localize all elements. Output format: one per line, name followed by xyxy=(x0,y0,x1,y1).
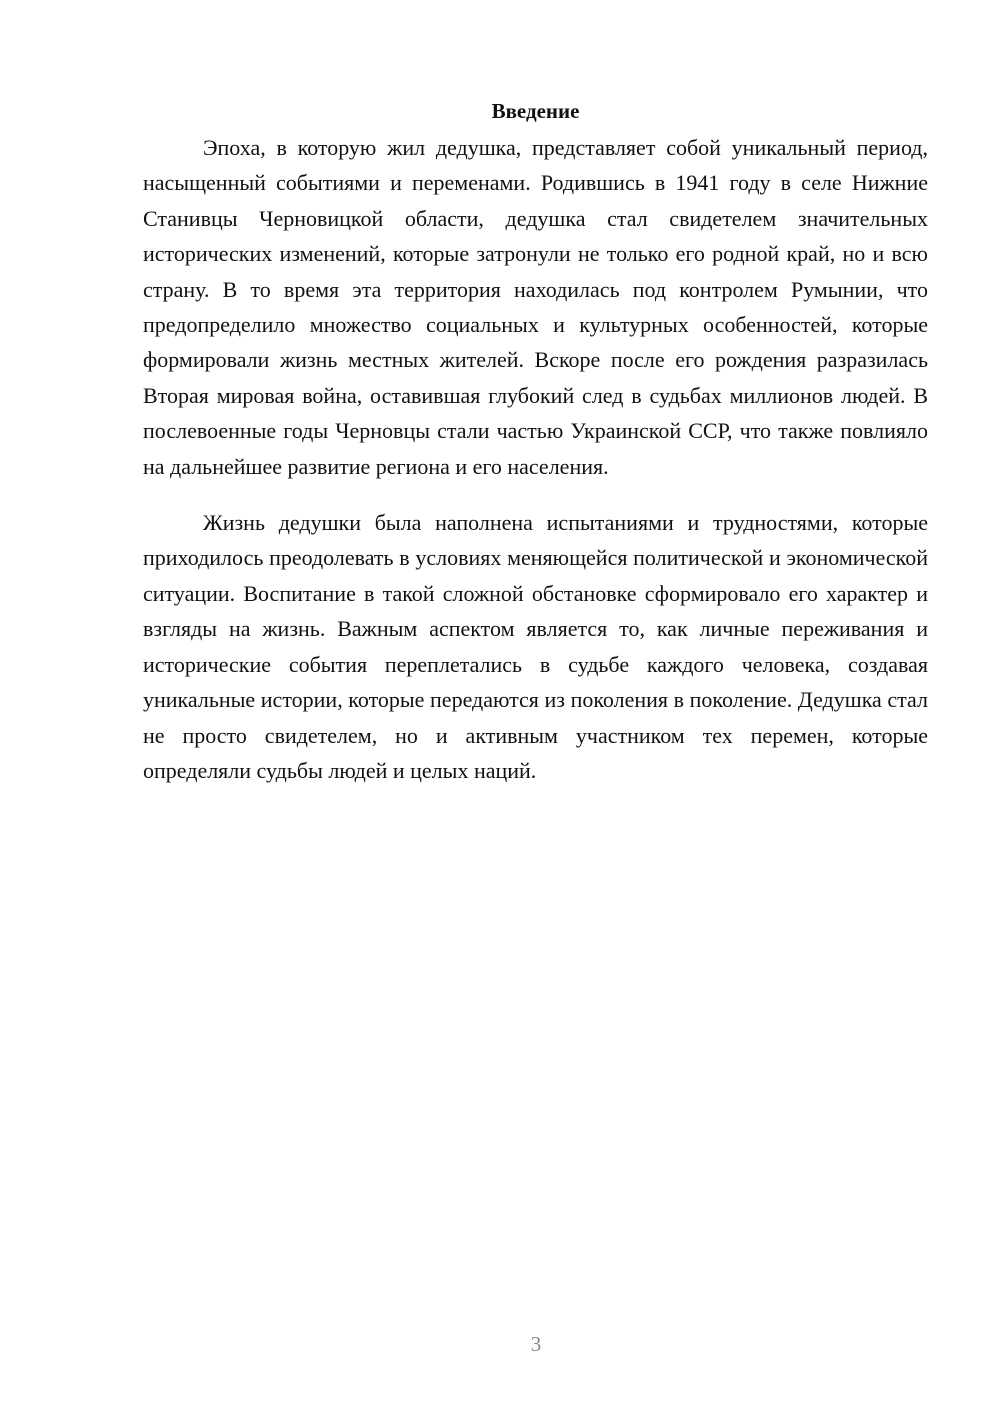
section-title: Введение xyxy=(491,99,580,123)
page-content xyxy=(143,93,928,788)
page-number: 3 xyxy=(530,1332,542,1356)
paragraph-1: Эпоха, в которую жил дедушка, представляет собой уникальный период, насыщенный событиями и переменами. Родившись в 1941 году в селе Нижние Станивцы Черновицкой области, дедушка стал свидетелем значительных исторических изменений, которые затронули не только его родной край, но и всю страну. В то время эта территория находилась под контролем Румынии, что предопределило множество социальных и культурных особенностей, которые формировали жизнь местных жителей. Вскоре после его рождения разразилась Вторая мировая война, оставившая глубокий след в судьбах миллионов людей. В послевоенные годы Черновцы стали частью Украинской ССР, что также повлияло на дальнейшее развитие региона и его населения. xyxy=(143,135,928,479)
paragraph-2: Жизнь дедушки была наполнена испытаниями и трудностями, которые приходилось преодолевать в условиях меняющейся политической и экономической ситуации. Воспитание в такой сложной обстановке сформировало его характер и взгляды на жизнь. Важным аспектом является то, как личные переживания и исторические события переплетались в судьбе каждого человека, создавая уникальные истории, которые передаются из поколения в поколение. Дедушка стал не просто свидетелем, но и активным участником тех перемен, которые определяли судьбы людей и целых наций. xyxy=(143,510,928,783)
